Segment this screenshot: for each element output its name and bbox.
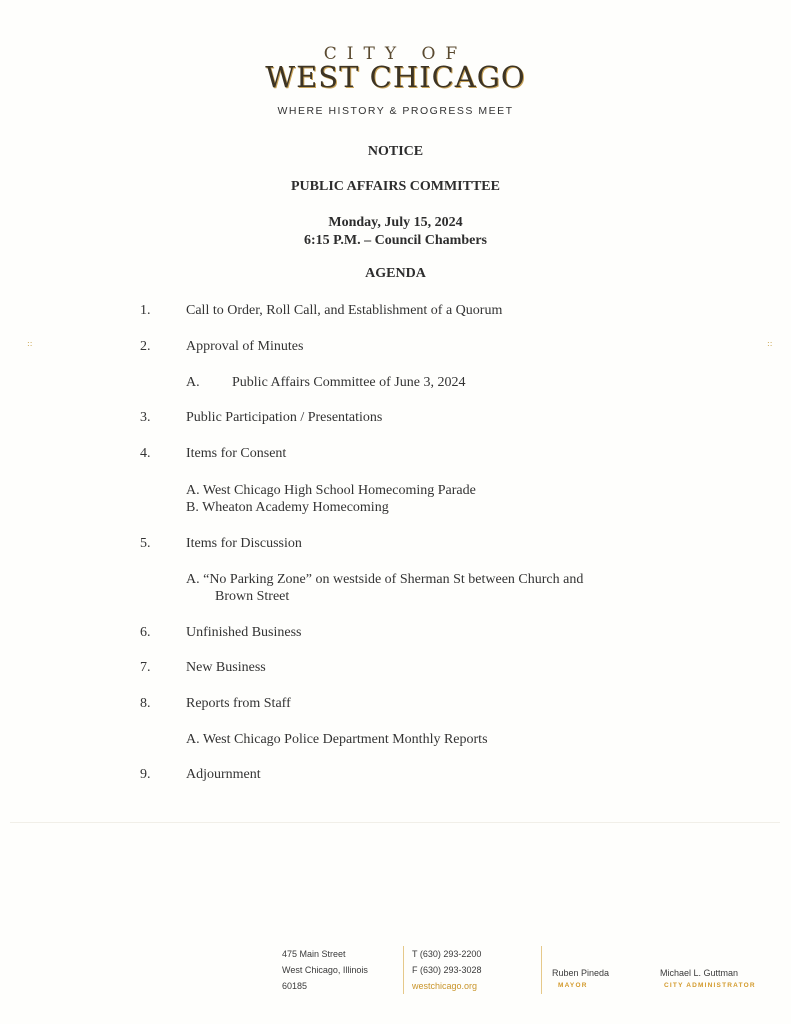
agenda-item-5-title: Items for Discussion — [186, 536, 302, 551]
agenda-item-1-title: Call to Order, Roll Call, and Establishment of a Quorum — [186, 303, 503, 318]
footer-separator-1 — [403, 946, 404, 994]
meeting-date: Monday, July 15, 2024 — [328, 215, 463, 230]
footer-phone: T (630) 293-2200 — [412, 949, 482, 959]
agenda-item-8-title: Reports from Staff — [186, 696, 291, 711]
committee-heading: PUBLIC AFFAIRS COMMITTEE — [291, 179, 500, 194]
mayor-title: MAYOR — [558, 982, 588, 989]
agenda-item-7-title: New Business — [186, 660, 266, 675]
agenda-item-4-sub-a: A. West Chicago High School Homecoming Parade — [186, 483, 476, 498]
agenda-item-1-number: 1. — [140, 303, 151, 318]
mayor-name: Ruben Pineda — [552, 968, 610, 978]
logo-tagline: WHERE HISTORY & PROGRESS MEET — [277, 105, 514, 117]
agenda-item-7-number: 7. — [140, 660, 151, 675]
agenda-item-9-title: Adjournment — [186, 767, 261, 782]
left-margin-mark: :: — [27, 339, 33, 348]
agenda-item-6-number: 6. — [140, 625, 151, 640]
agenda-item-8-number: 8. — [140, 696, 151, 711]
footer-address-city: West Chicago, Illinois — [282, 965, 368, 975]
agenda-item-2-sub-a-text: Public Affairs Committee of June 3, 2024 — [232, 375, 466, 390]
agenda-item-5-number: 5. — [140, 536, 151, 551]
agenda-item-4-number: 4. — [140, 446, 151, 461]
agenda-item-5-sub-a-line1: A. “No Parking Zone” on westside of Sherman St between Church and — [186, 572, 584, 587]
footer-website-link[interactable]: westchicago.org — [412, 981, 478, 991]
agenda-item-2-sub-a-letter: A. — [186, 375, 200, 390]
agenda-item-4-title: Items for Consent — [186, 446, 287, 461]
administrator-name: Michael L. Guttman — [660, 968, 739, 978]
logo-west-chicago: WEST CHICAGO — [265, 60, 526, 94]
logo-city-of: CITY OF — [323, 44, 468, 64]
notice-heading: NOTICE — [367, 144, 424, 159]
footer-address-street: 475 Main Street — [282, 949, 346, 959]
administrator-title: CITY ADMINISTRATOR — [664, 982, 756, 989]
agenda-item-3-title: Public Participation / Presentations — [186, 410, 383, 425]
meeting-time-location: 6:15 P.M. – Council Chambers — [303, 233, 488, 248]
agenda-item-2-title: Approval of Minutes — [186, 339, 304, 354]
footer-fax: F (630) 293-3028 — [412, 965, 482, 975]
footer-address — [282, 946, 368, 994]
agenda-item-6-title: Unfinished Business — [186, 625, 302, 640]
footer-address-zip: 60185 — [282, 981, 308, 991]
footer-contact — [412, 946, 482, 994]
agenda-item-8-sub-a: A. West Chicago Police Department Monthly Reports — [186, 732, 488, 747]
agenda-item-9-number: 9. — [140, 767, 151, 782]
agenda-item-3-number: 3. — [140, 410, 151, 425]
agenda-item-2-number: 2. — [140, 339, 151, 354]
agenda-item-5-sub-a-line2: Brown Street — [215, 589, 290, 604]
right-margin-mark: :: — [767, 339, 773, 348]
footer-separator-2 — [541, 946, 542, 994]
footer-divider — [10, 822, 780, 823]
agenda-item-4-sub-b: B. Wheaton Academy Homecoming — [186, 500, 389, 515]
agenda-heading: AGENDA — [365, 266, 426, 281]
